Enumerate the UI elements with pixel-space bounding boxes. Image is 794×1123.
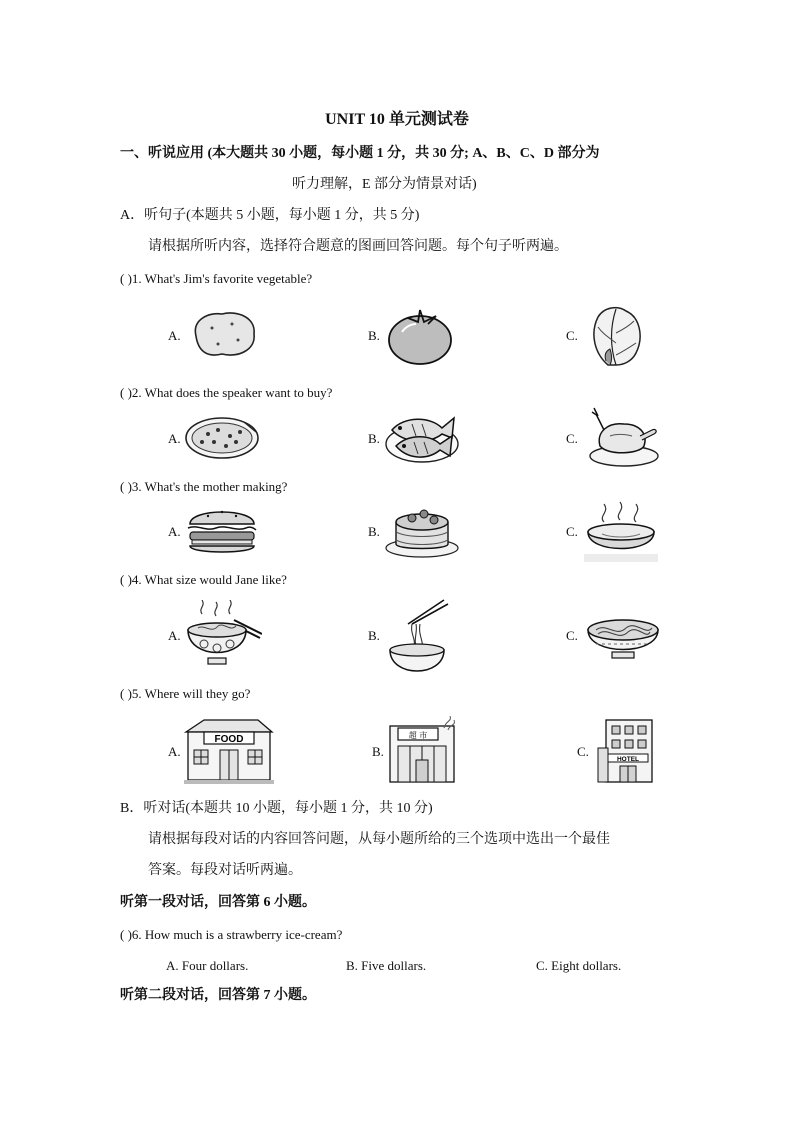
large-noodle-bowl-icon (184, 600, 262, 672)
supermarket-sign-text: 超 市 (408, 731, 428, 740)
q4-option-a-label: A. (168, 628, 181, 643)
question-5-stem: ( )5. Where will they go? (120, 686, 251, 701)
q1-option-c-label: C. (566, 328, 578, 343)
question-6-stem: ( )6. How much is a strawberry ice-cream? (120, 927, 343, 942)
page-title: UNIT 10 单元测试卷 (325, 111, 469, 128)
q3-option-c-label: C. (566, 524, 578, 539)
medium-noodle-bowl-icon (386, 598, 450, 682)
question-4-stem: ( )4. What size would Jane like? (120, 572, 287, 587)
section-b-heading: B．听对话(本题共 10 小题，每小题 1 分，共 10 分) (120, 801, 433, 816)
food-store-icon (184, 718, 274, 784)
q6-option-b: B. Five dollars. (346, 958, 427, 973)
dialogue-1-heading: 听第一段对话，回答第 6 小题。 (120, 895, 316, 910)
part1-heading-line1: 一、听说应用 (本大题共 30 小题，每小题 1 分，共 30 分; A、B、C、D 部分为 (120, 146, 600, 161)
small-noodle-bowl-icon (586, 612, 660, 662)
q2-option-b-label: B. (368, 431, 380, 446)
supermarket-icon (388, 716, 458, 784)
hotel-icon (596, 718, 658, 784)
q2-option-a-label: A. (168, 431, 181, 446)
q1-option-b-label: B. (368, 328, 380, 343)
section-b-instruction-line1: 请根据每段对话的内容回答问题，从每小题所给的三个选项中选出一个最佳 (148, 832, 610, 847)
question-3-stem: ( )3. What's the mother making? (120, 479, 288, 494)
q6-option-a: A. Four dollars. (166, 958, 249, 973)
soup-icon (584, 500, 658, 562)
tomato-icon (386, 302, 456, 366)
fish-icon (384, 410, 460, 466)
roast-chicken-icon (584, 406, 660, 468)
q5-option-c-label: C. (577, 744, 589, 759)
q1-option-a-label: A. (168, 328, 181, 343)
hamburger-icon (184, 500, 260, 558)
question-1-stem: ( )1. What's Jim's favorite vegetable? (120, 271, 313, 286)
q2-option-c-label: C. (566, 431, 578, 446)
food-sign-text: FOOD (214, 734, 244, 745)
question-2-stem: ( )2. What does the speaker want to buy? (120, 385, 333, 400)
q5-option-b-label: B. (372, 744, 384, 759)
q5-option-a-label: A. (168, 744, 181, 759)
part1-heading-line2: 听力理解，E 部分为情景对话) (292, 177, 477, 192)
section-b-instruction-line2: 答案。每段对话听两遍。 (148, 863, 302, 878)
cake-icon (384, 500, 460, 558)
q4-option-c-label: C. (566, 628, 578, 643)
section-a-heading: A．听句子(本题共 5 小题，每小题 1 分，共 5 分) (120, 208, 420, 223)
cabbage-icon (586, 303, 646, 367)
hotel-sign-text: HOTEL (616, 756, 640, 763)
section-a-instruction: 请根据所听内容，选择符合题意的图画回答问题。每个句子听两遍。 (148, 239, 568, 254)
q4-option-b-label: B. (368, 628, 380, 643)
potato-icon (188, 306, 260, 360)
q3-option-a-label: A. (168, 524, 181, 539)
pizza-icon (184, 412, 262, 462)
q6-option-c: C. Eight dollars. (536, 958, 622, 973)
dialogue-2-heading: 听第二段对话，回答第 7 小题。 (120, 988, 316, 1003)
q3-option-b-label: B. (368, 524, 380, 539)
